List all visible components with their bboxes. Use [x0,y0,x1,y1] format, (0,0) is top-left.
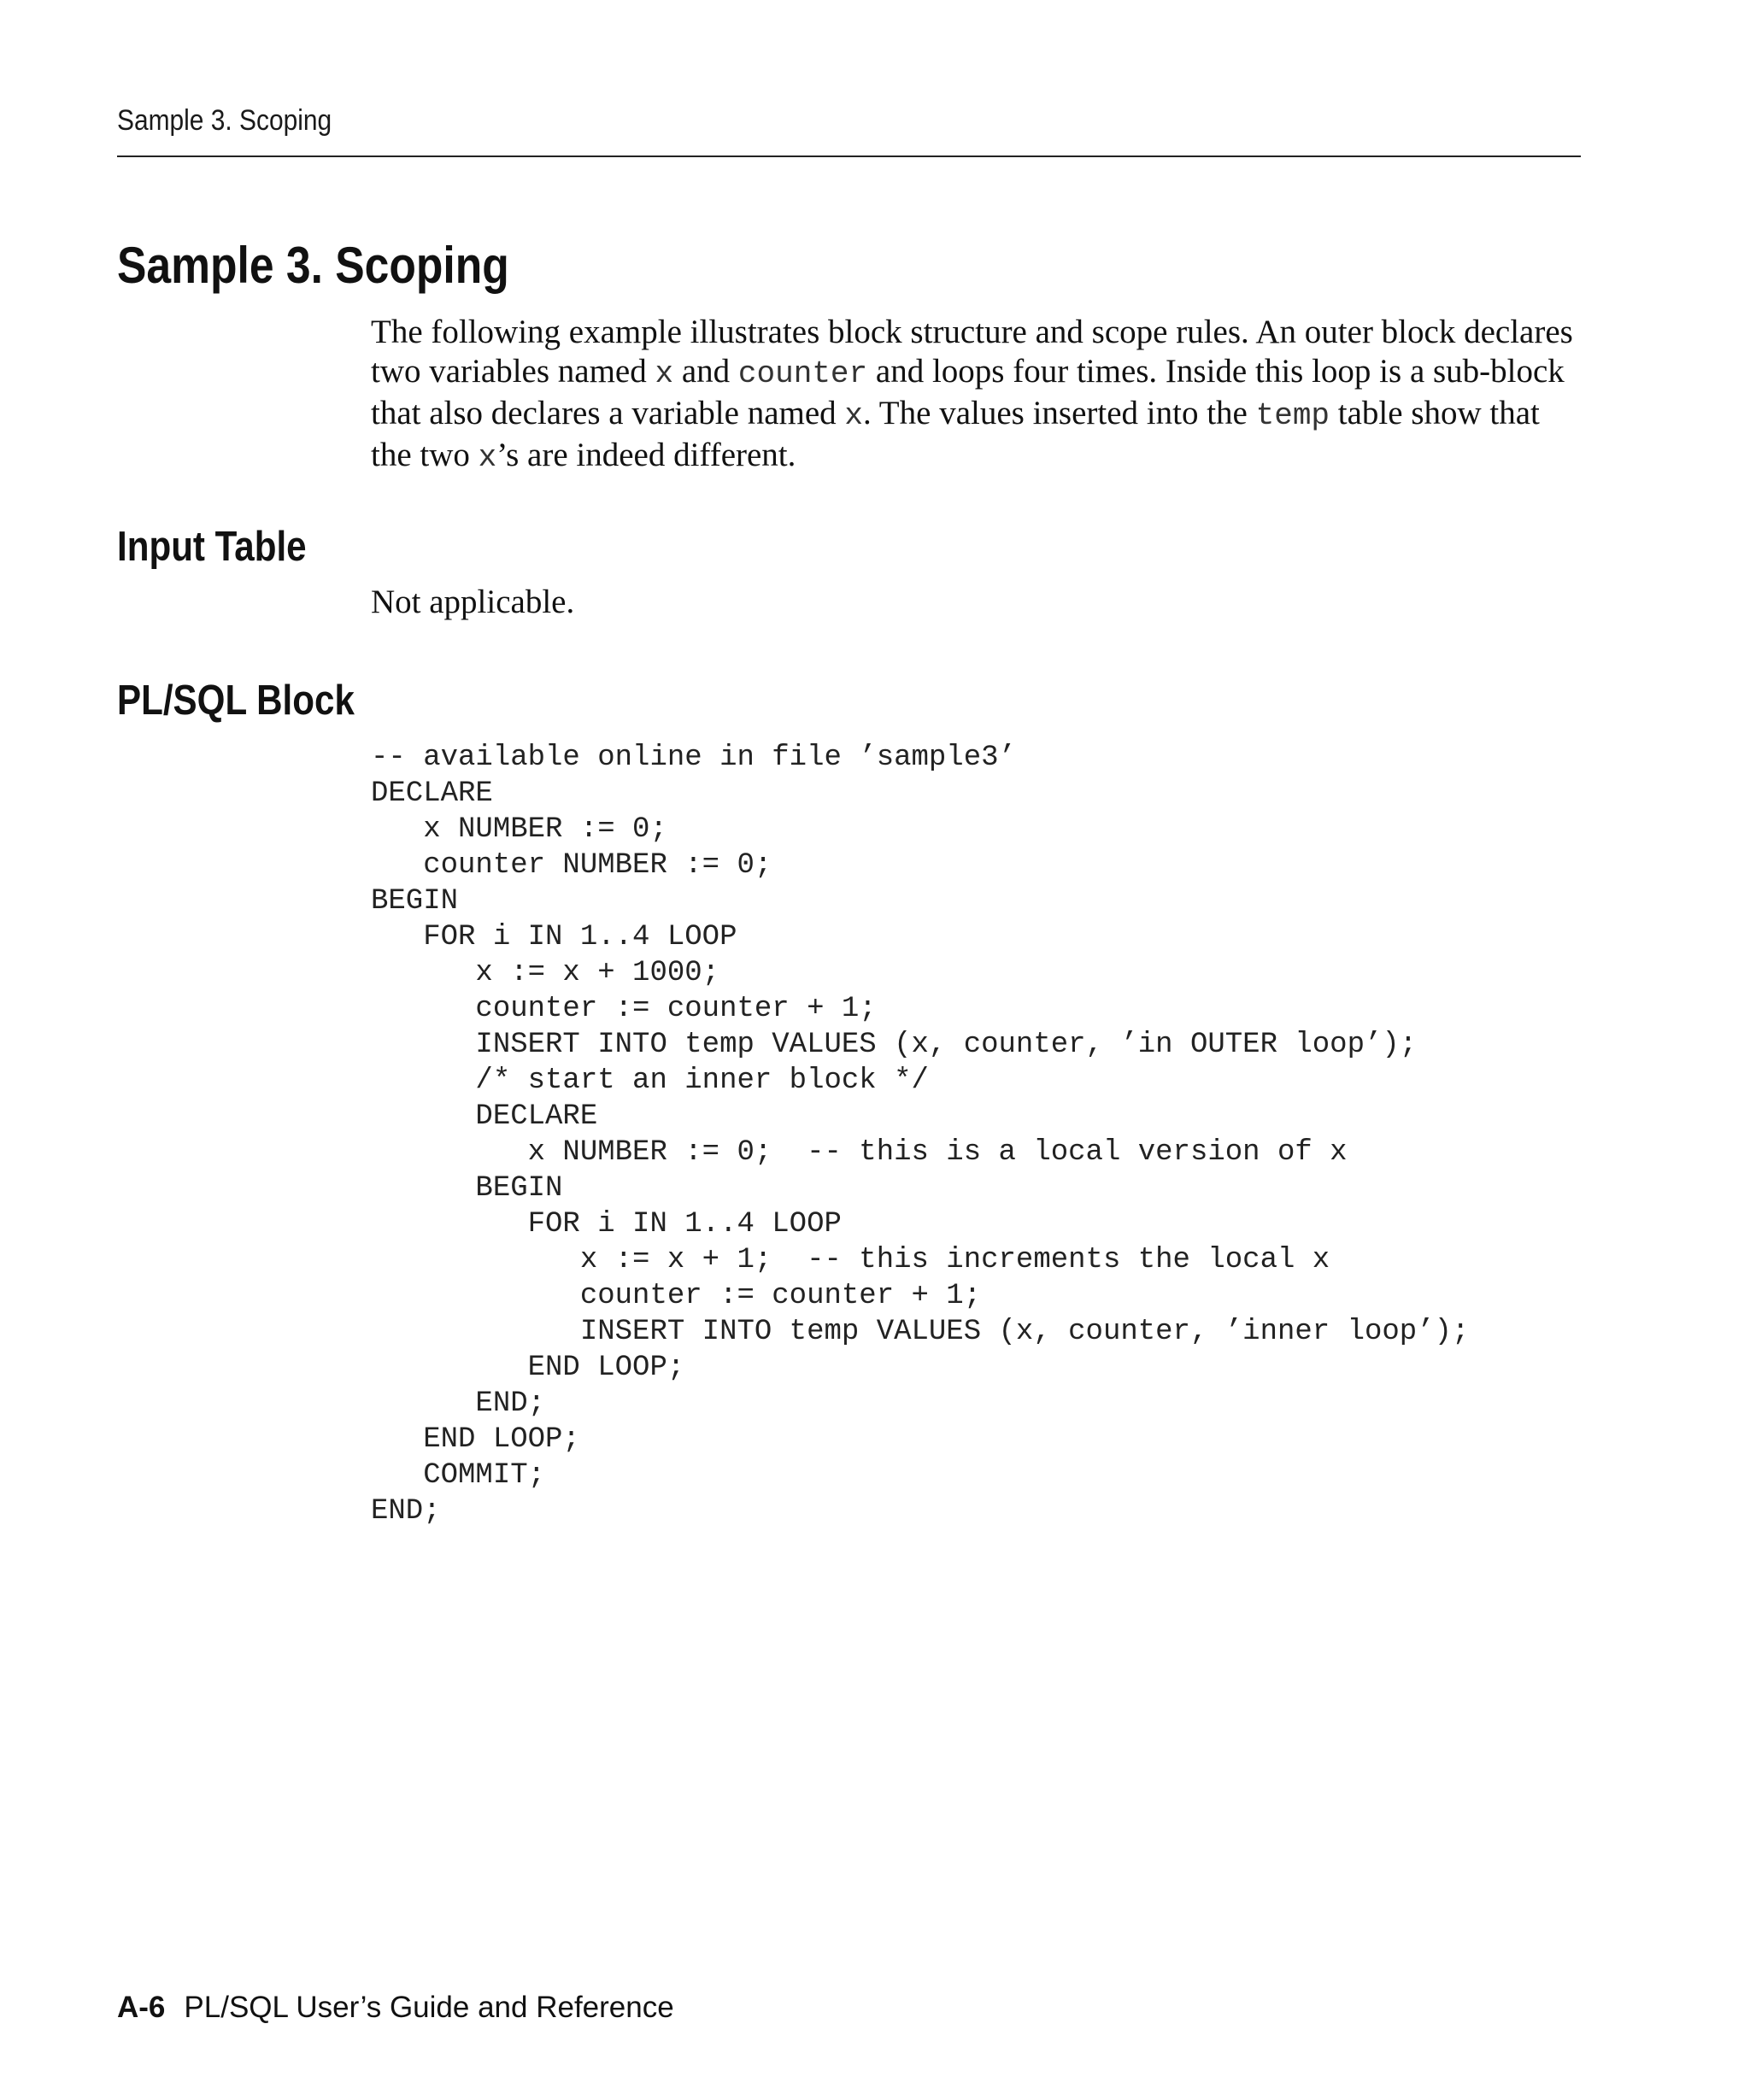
page-footer [117,1991,674,2025]
code-line: FOR i IN 1..4 LOOP [371,1208,842,1241]
code-line: INSERT INTO temp VALUES (x, counter, ’in OUTER loop’); [371,1029,1418,1061]
plsql-block-heading: PL/SQL Block [117,678,355,724]
inline-code-counter: counter [737,356,868,391]
code-line: END; [371,1495,441,1528]
intro-text: and loops four times. Inside this loop is a sub-block that also declares a variable named [371,353,1565,431]
intro-paragraph [371,313,1584,478]
book-title: PL/SQL User’s Guide and Reference [184,1991,674,2024]
header-rule [117,155,1581,157]
code-line: COMMIT; [371,1459,546,1492]
code-line: x := x + 1; -- this increments the local x [371,1244,1330,1276]
code-line: BEGIN [371,1172,563,1205]
code-line: END LOOP; [371,1423,580,1456]
code-line: x NUMBER := 0; [371,813,667,846]
intro-text: table show that the two [371,395,1540,473]
code-line: x NUMBER := 0; -- this is a local version of x [371,1136,1348,1169]
intro-text: . The values inserted into the [863,395,1256,431]
code-line: x := x + 1000; [371,957,720,989]
inline-code-temp: temp [1255,398,1330,433]
input-table-heading: Input Table [117,524,307,570]
input-table-text: Not applicable. [371,584,575,620]
code-line: BEGIN [371,885,459,918]
code-line: INSERT INTO temp VALUES (x, counter, ’inner loop’); [371,1316,1470,1348]
code-line: -- available online in file ’sample3’ [371,742,1016,774]
inline-code-x: x [655,356,674,391]
code-line: counter NUMBER := 0; [371,849,772,882]
intro-text: The following example illustrates block structure and scope rules. An outer block declares two variables named [371,314,1573,390]
running-header: Sample 3. Scoping [117,104,332,137]
plsql-code-block [371,740,1469,1529]
inline-code-x: x [478,440,497,475]
code-line: counter := counter + 1; [371,993,877,1025]
code-line: END LOOP; [371,1352,685,1384]
code-line: END; [371,1387,546,1420]
code-line: DECLARE [371,777,493,810]
inline-code-x: x [844,398,864,433]
intro-text: and [673,353,738,390]
code-line: /* start an inner block */ [371,1065,929,1097]
code-line: DECLARE [371,1100,598,1133]
code-line: FOR i IN 1..4 LOOP [371,921,737,953]
code-line: counter := counter + 1; [371,1280,982,1312]
section-title: Sample 3. Scoping [117,237,509,294]
page-number: A-6 [117,1991,166,2024]
intro-text: ’s are indeed different. [496,437,796,473]
